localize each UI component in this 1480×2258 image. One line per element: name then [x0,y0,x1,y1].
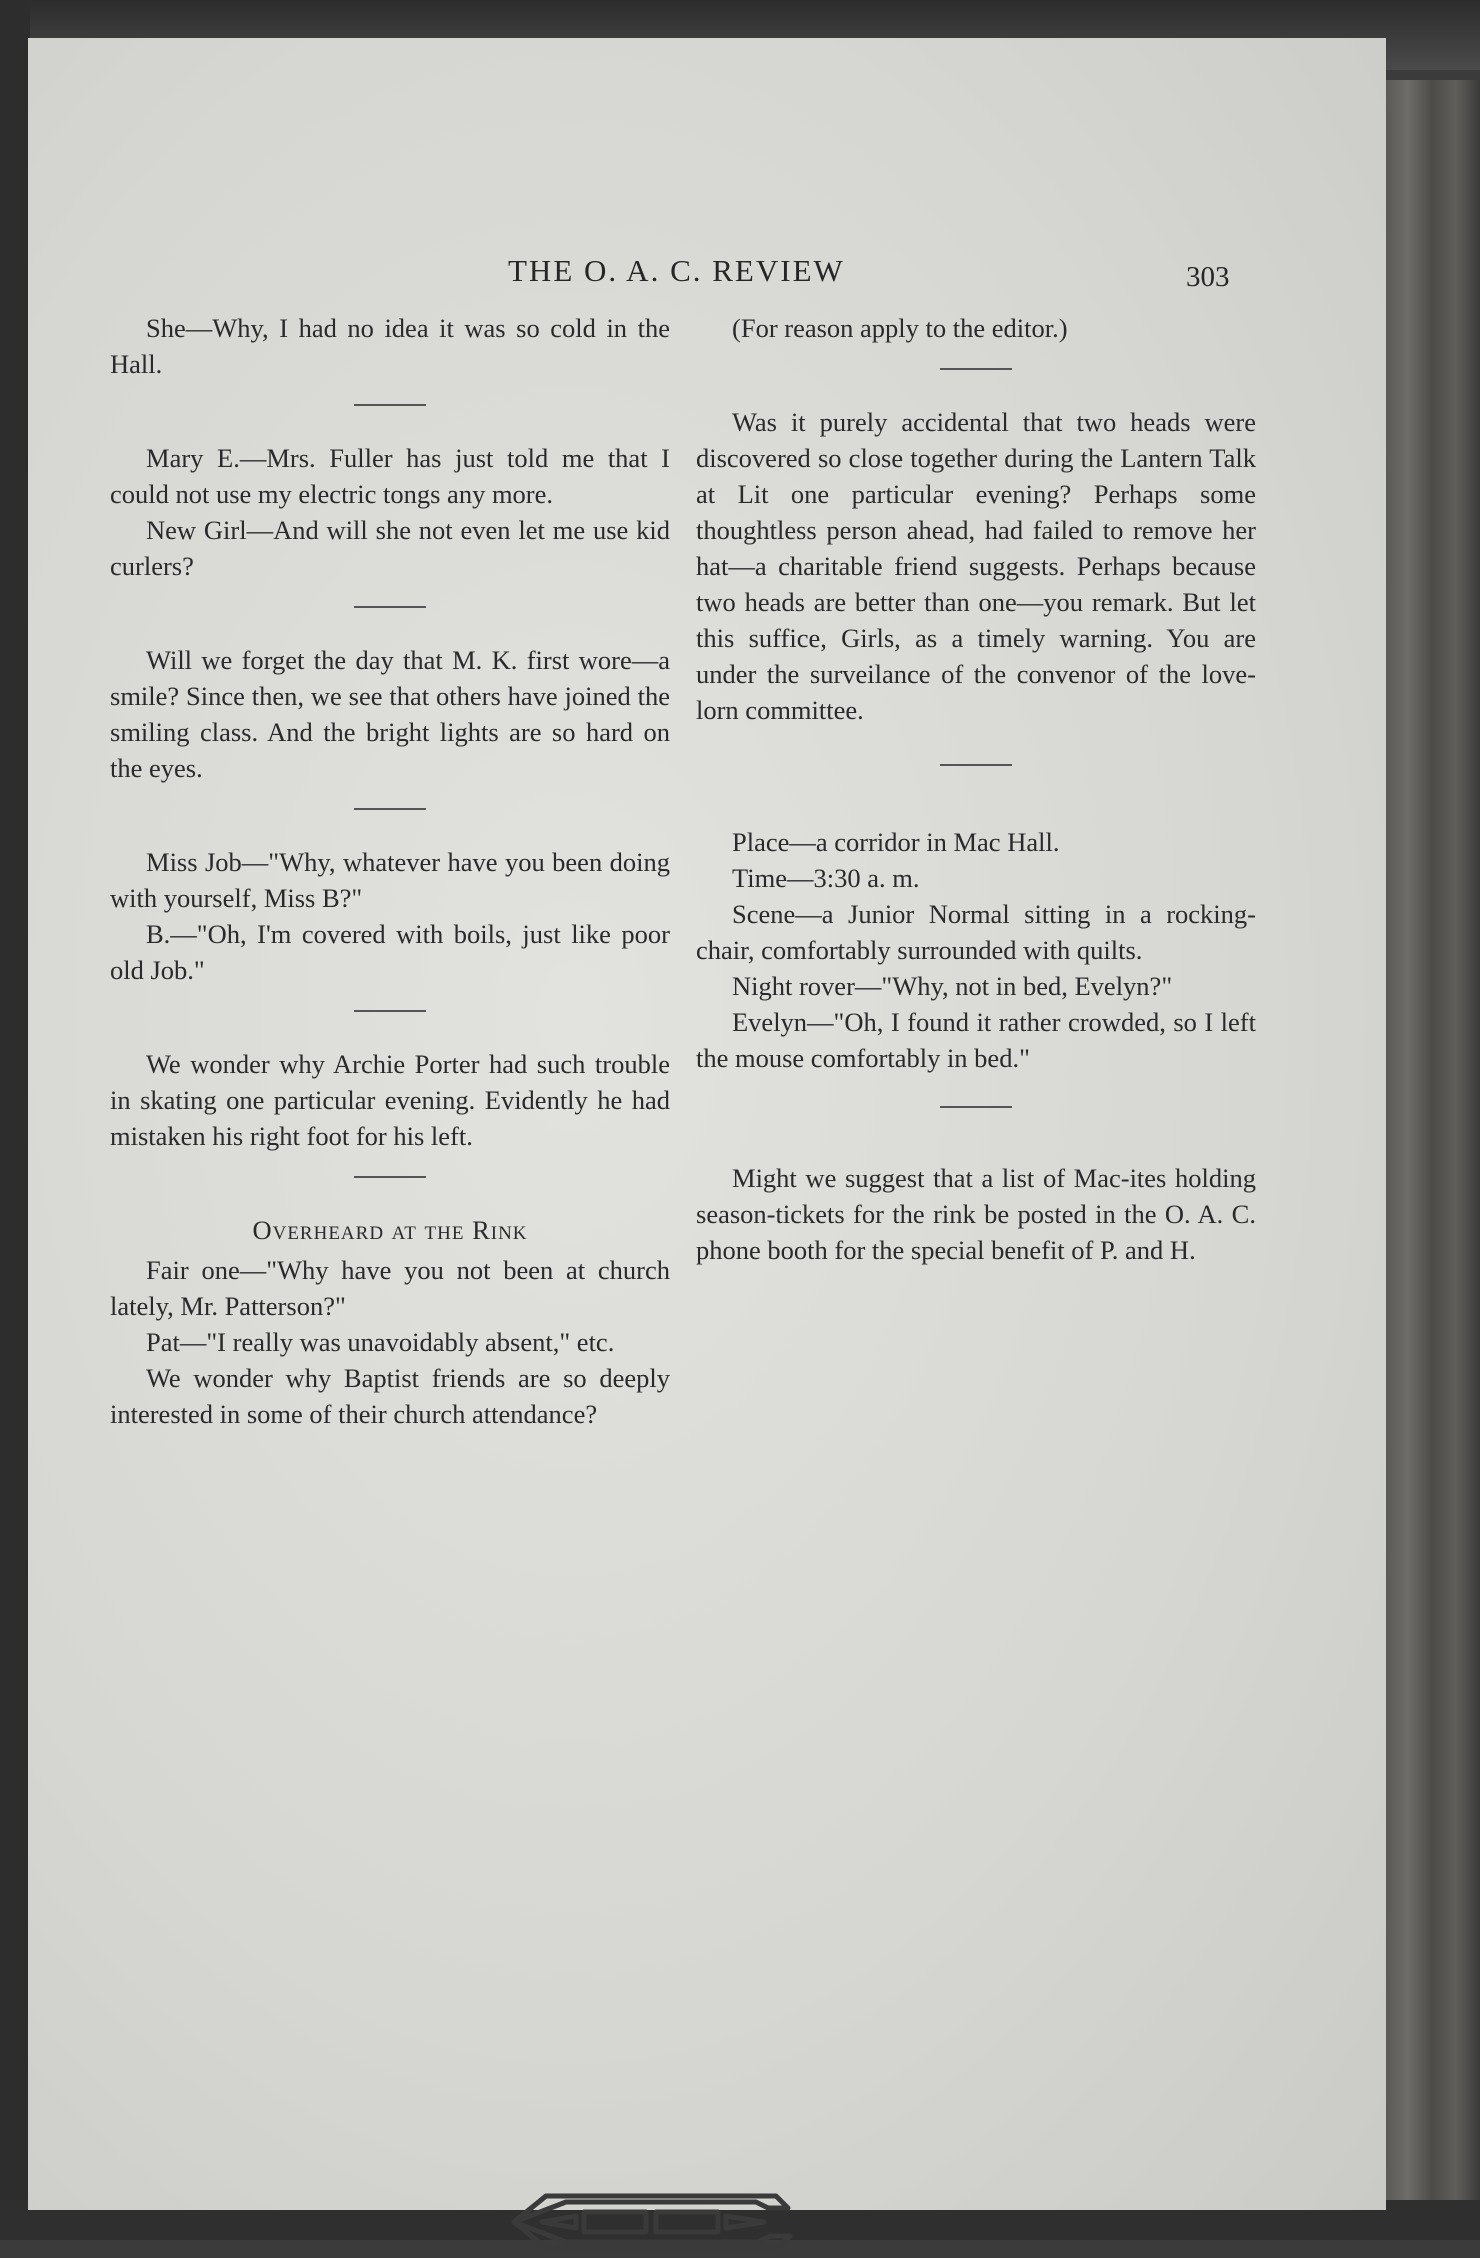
paragraph: She—Why, I had no idea it was so cold in the Hall. [110,313,670,379]
paragraph: Miss Job—"Why, whatever have you been doing with yourself, Miss B?" [110,847,670,913]
page-number: 303 [1186,261,1230,293]
paragraph: Evelyn—"Oh, I found it rather crowded, so I left the mouse comfortably in bed." [696,1007,1256,1073]
section-rule [354,1176,426,1178]
paragraph: Was it purely accidental that two heads were discovered so close together during the Lantern Talk at Lit one particular evening? Perhaps some thoughtless person ahead, had failed to remove her hat—a charitable friend suggests. Perhaps because two heads are better than one—you remark. But let this suffice, Girls, as a timely warning. You are under the surveilance of the convenor of the love-lorn committee. [696,407,1256,725]
paragraph: B.—"Oh, I'm covered with boils, just like poor old Job." [110,919,670,985]
scan-left-edge [0,0,30,2240]
section-rule [940,1106,1012,1108]
section-rule [354,1010,426,1012]
paragraph: We wonder why Archie Porter had such trouble in skating one particular evening. Evidently he had mistaken his right foot for his left. [110,1049,670,1151]
section-rule [354,808,426,810]
paragraph: Night rover—"Why, not in bed, Evelyn?" [732,971,1173,1001]
paragraph: Scene—a Junior Normal sitting in a rocking-chair, comfortably surrounded with quilts. [696,899,1256,965]
paragraph: New Girl—And will she not even let me use kid curlers? [110,515,670,581]
paragraph: Might we suggest that a list of Mac-ites holding season-tickets for the rink be posted in the O. A. C. phone booth for the special benefit of P. and H. [696,1163,1256,1265]
paragraph: Time—3:30 a. m. [732,863,920,893]
paragraph: (For reason apply to the editor.) [732,313,1068,343]
paragraph: Pat—"I really was unavoidably absent," etc. [146,1327,615,1357]
running-title: THE O. A. C. REVIEW [508,253,845,288]
paragraph: We wonder why Baptist friends are so deeply interested in some of their church attendance? [110,1363,670,1429]
paragraph: Will we forget the day that M. K. first wore—a smile? Since then, we see that others have joined the smiling class. And the bright lights are so hard on the eyes. [110,645,670,783]
paragraph: Fair one—"Why have you not been at church lately, Mr. Patterson?" [110,1255,670,1321]
book-page [28,38,1386,2210]
paragraph: Place—a corridor in Mac Hall. [732,827,1060,857]
page-header [28,253,1386,303]
right-column [696,310,1256,1268]
paragraph: Mary E.—Mrs. Fuller has just told me that I could not use my electric tongs any more. [110,443,670,509]
section-rule [354,606,426,608]
section-rule [940,764,1012,766]
section-rule [940,368,1012,370]
end-ornament-icon [506,2186,796,2258]
left-column [110,310,670,1432]
section-heading: Overheard at the Rink [252,1215,528,1245]
section-rule [354,404,426,406]
